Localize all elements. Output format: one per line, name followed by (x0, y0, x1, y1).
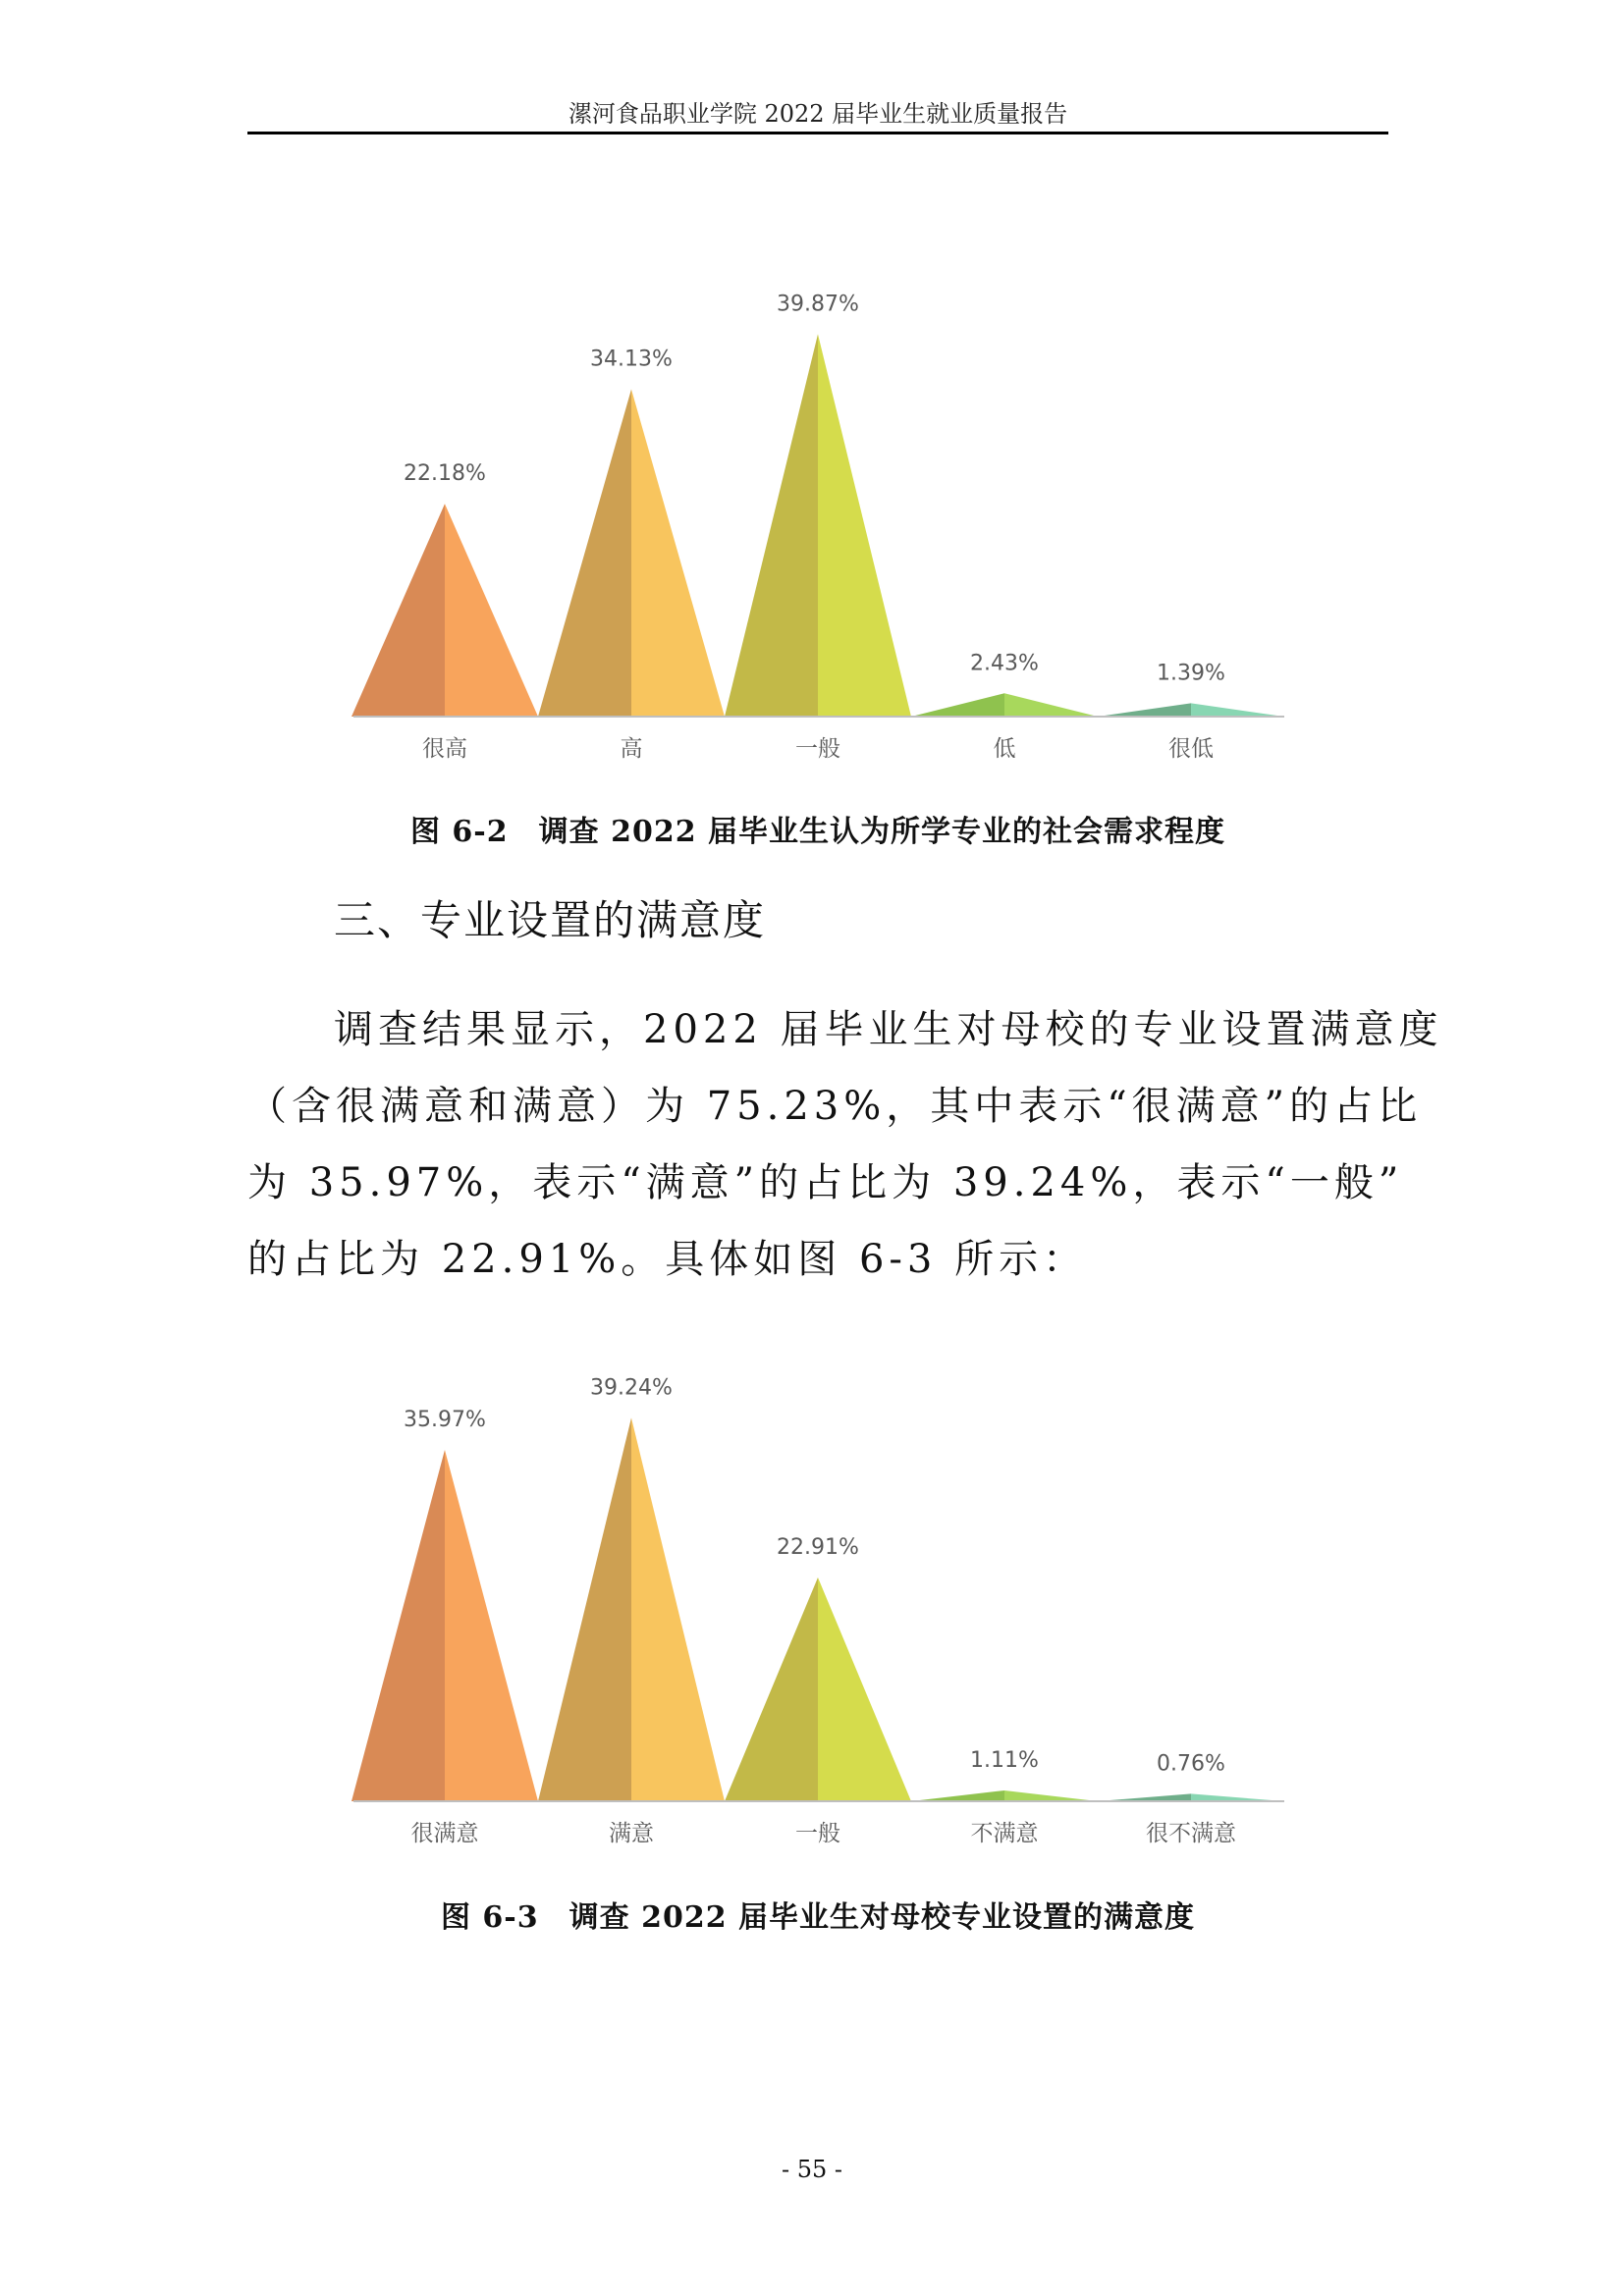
data-label: 22.18% (404, 461, 486, 487)
category-label: 很满意 (410, 1821, 479, 1846)
category-label: 很低 (1168, 736, 1214, 762)
peak-left-4 (1098, 703, 1191, 717)
peak-right-2 (818, 334, 911, 717)
chart-social-demand (334, 236, 1306, 785)
peak-right-4 (1191, 703, 1284, 717)
data-label: 35.97% (404, 1407, 486, 1432)
paragraph-line: 的占比为 22.91%。具体如图 6-3 所示： (247, 1237, 1088, 1282)
peak-left-3 (911, 693, 1004, 717)
category-label: 很不满意 (1146, 1821, 1236, 1846)
data-label: 1.11% (970, 1747, 1039, 1773)
section-title: 三、专业设置的满意度 (334, 896, 767, 944)
peak-right-0 (445, 504, 538, 717)
category-label: 不满意 (970, 1821, 1039, 1846)
data-label: 34.13% (590, 347, 673, 372)
page-number: - 55 - (781, 2156, 842, 2183)
category-label: 一般 (795, 736, 840, 762)
peak-left-4 (1098, 1793, 1191, 1801)
peak-left-0 (352, 504, 445, 717)
peak-left-3 (911, 1790, 1004, 1801)
category-label: 很高 (422, 736, 467, 762)
data-label: 39.87% (777, 292, 859, 317)
chart-major-satisfaction (334, 1320, 1306, 1870)
peak-left-1 (538, 389, 631, 717)
peak-left-0 (352, 1450, 445, 1801)
data-label: 2.43% (970, 651, 1039, 676)
header-rule (247, 132, 1388, 134)
paragraph-line: 调查结果显示，2022 届毕业生对母校的专业设置满意度 (334, 1007, 1443, 1052)
figure-6-3-caption: 图 6-3 调查 2022 届毕业生对母校专业设置的满意度 (440, 1900, 1196, 1935)
peak-left-2 (725, 334, 818, 717)
data-label: 0.76% (1157, 1751, 1225, 1777)
peak-right-4 (1191, 1793, 1284, 1801)
peak-right-1 (631, 1417, 725, 1801)
category-label: 一般 (795, 1821, 840, 1846)
peak-left-2 (725, 1577, 818, 1801)
data-label: 22.91% (777, 1534, 859, 1560)
peak-right-3 (1004, 693, 1098, 717)
category-label: 低 (993, 736, 1016, 762)
data-label: 39.24% (590, 1375, 673, 1401)
paragraph-line: 为 35.97%，表示“满意”的占比为 39.24%，表示“一般” (247, 1160, 1404, 1205)
figure-6-2-caption: 图 6-2 调查 2022 届毕业生认为所学专业的社会需求程度 (409, 815, 1226, 849)
peak-right-3 (1004, 1790, 1098, 1801)
data-label: 1.39% (1157, 661, 1225, 686)
category-label: 高 (620, 736, 643, 762)
page-header: 漯河食品职业学院 2022 届毕业生就业质量报告 (568, 100, 1068, 128)
peak-right-1 (631, 389, 725, 717)
category-label: 满意 (609, 1821, 654, 1846)
peak-left-1 (538, 1417, 631, 1801)
peak-right-0 (445, 1450, 538, 1801)
paragraph-line: （含很满意和满意）为 75.23%，其中表示“很满意”的占比 (247, 1084, 1423, 1129)
peak-right-2 (818, 1577, 911, 1801)
body-paragraph (247, 991, 1443, 1298)
